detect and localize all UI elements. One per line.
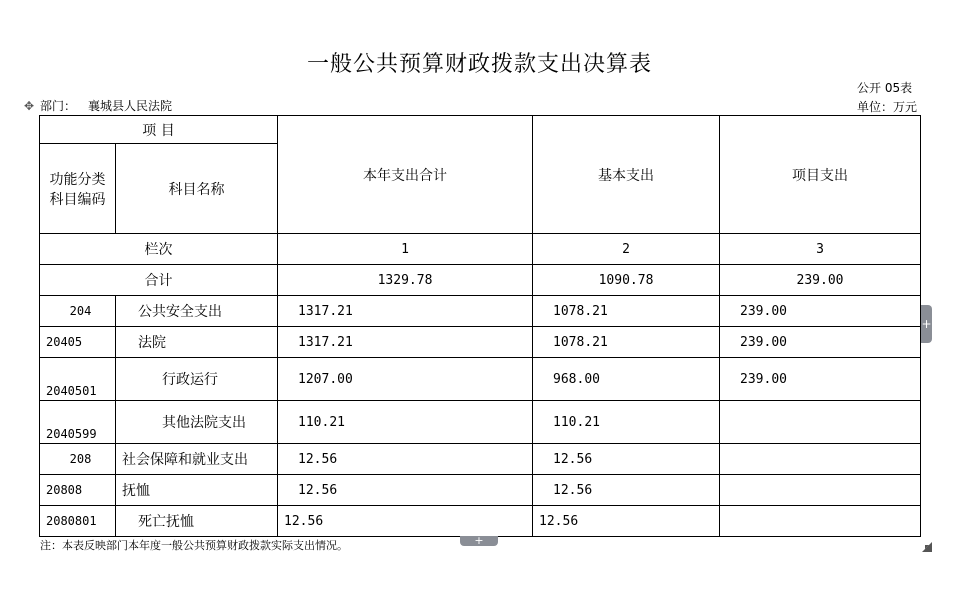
header-total: 本年支出合计: [278, 116, 533, 234]
row-name: 死亡抚恤: [116, 506, 278, 537]
report-title: 一般公共预算财政拨款支出决算表: [306, 52, 652, 77]
department-name: 襄城县人民法院: [88, 99, 173, 113]
row-project: 239.00: [720, 296, 921, 327]
move-handle-icon[interactable]: ✥: [24, 99, 35, 113]
column-index-label: 栏次: [40, 234, 278, 265]
plus-icon[interactable]: +: [460, 536, 498, 546]
row-total: 110.21: [278, 401, 533, 444]
column-index-1: 1: [278, 234, 533, 265]
unit-label: 单位：万元: [857, 100, 918, 114]
header-project: 项 目: [40, 116, 278, 144]
header-project-exp: 项目支出: [720, 116, 921, 234]
row-basic: 1078.21: [533, 327, 720, 358]
table-row: [40, 475, 921, 506]
header-subject-name: 科目名称: [116, 144, 278, 234]
row-project: [720, 506, 921, 537]
row-code: 2040501: [40, 358, 116, 401]
department-label: 部门：: [40, 99, 77, 113]
row-code: 204: [40, 296, 116, 327]
row-basic: 968.00: [533, 358, 720, 401]
table-row: [40, 296, 921, 327]
plus-icon[interactable]: +: [921, 305, 932, 343]
row-name: 公共安全支出: [116, 296, 278, 327]
row-basic: 1078.21: [533, 296, 720, 327]
row-basic: 12.56: [533, 475, 720, 506]
expenditure-table: [39, 115, 921, 537]
row-name: 行政运行: [116, 358, 278, 401]
total-row-total: 1329.78: [278, 265, 533, 296]
column-index-2: 2: [533, 234, 720, 265]
total-row-project: 239.00: [720, 265, 921, 296]
row-project: 239.00: [720, 358, 921, 401]
resize-corner-icon[interactable]: [922, 537, 932, 547]
row-code: 20405: [40, 327, 116, 358]
table-row: [40, 444, 921, 475]
form-code: 公开 05表: [857, 81, 913, 95]
table-row: [40, 506, 921, 537]
row-project: [720, 401, 921, 444]
row-project: [720, 444, 921, 475]
department-line: [40, 97, 172, 114]
header-func-code: 功能分类科目编码: [40, 144, 116, 234]
row-total: 1317.21: [278, 327, 533, 358]
row-code: 20808: [40, 475, 116, 506]
row-name: 其他法院支出: [116, 401, 278, 444]
row-total: 12.56: [278, 444, 533, 475]
row-total: 12.56: [278, 475, 533, 506]
row-project: [720, 475, 921, 506]
table-row: [40, 401, 921, 444]
table-row: [40, 358, 921, 401]
row-basic: 110.21: [533, 401, 720, 444]
row-basic: 12.56: [533, 444, 720, 475]
row-total: 1317.21: [278, 296, 533, 327]
row-project: 239.00: [720, 327, 921, 358]
row-code: 2040599: [40, 401, 116, 444]
total-row-label: 合计: [40, 265, 278, 296]
row-total: 1207.00: [278, 358, 533, 401]
row-total: 12.56: [278, 506, 533, 537]
column-index-3: 3: [720, 234, 921, 265]
row-code: 2080801: [40, 506, 116, 537]
total-row-basic: 1090.78: [533, 265, 720, 296]
row-name: 法院: [116, 327, 278, 358]
table-note: 注：本表反映部门本年度一般公共预算财政拨款实际支出情况。: [40, 539, 348, 552]
row-code: 208: [40, 444, 116, 475]
row-basic: 12.56: [533, 506, 720, 537]
header-basic: 基本支出: [533, 116, 720, 234]
row-name: 抚恤: [116, 475, 278, 506]
row-name: 社会保障和就业支出: [116, 444, 278, 475]
table-row: [40, 327, 921, 358]
